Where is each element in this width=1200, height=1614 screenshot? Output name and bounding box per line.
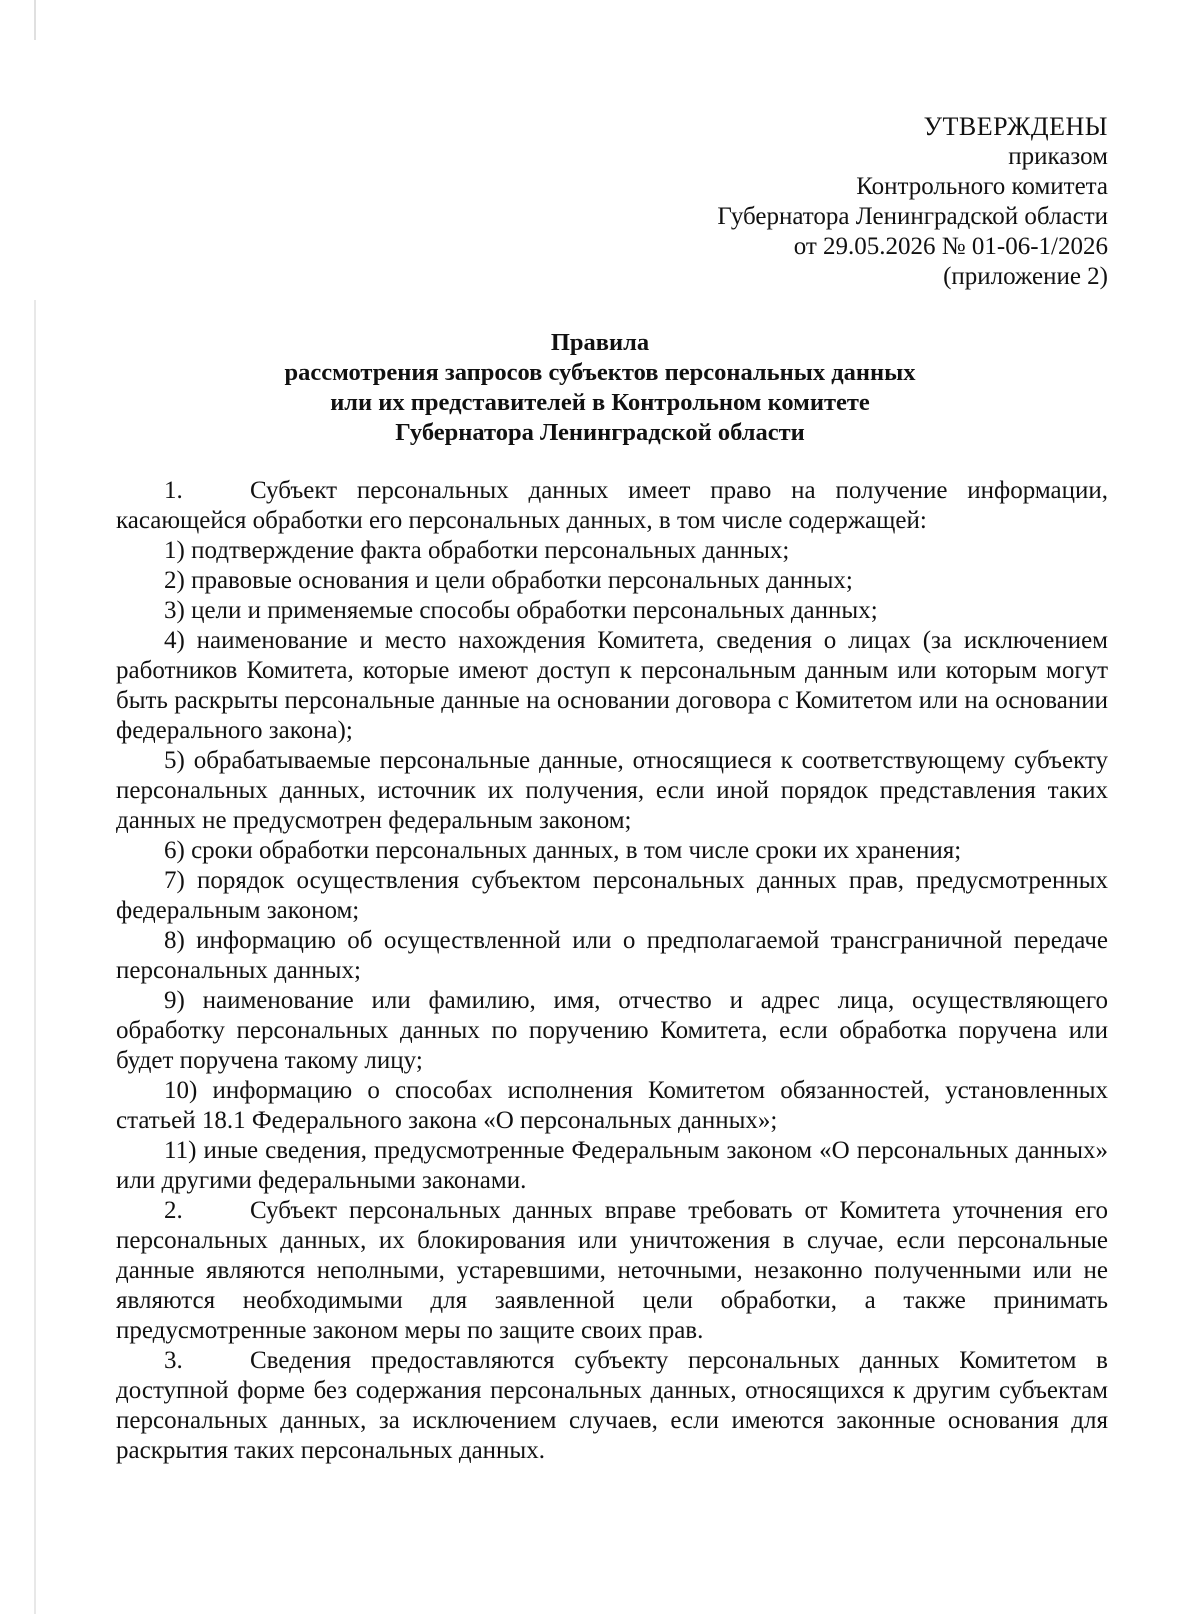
section-number: 1. [164, 477, 183, 504]
approval-line: приказом [1008, 143, 1108, 170]
approval-stamp [717, 112, 1108, 292]
approval-line: (приложение 2) [943, 263, 1108, 290]
list-item: 10) информацию о способах исполнения Комитетом обязанностей, установленных статьей 18.1 Федерального закона «О персональных данных»; [116, 1077, 1108, 1134]
list-item: 4) наименование и место нахождения Комитета, сведения о лицах (за исключением работников Комитета, которые имеют доступ к персональным данным или которым могут быть раскрыты персональные данные на основании договора с Комитетом или на основании федерального закона); [116, 627, 1108, 744]
list-item: 2) правовые основания и цели обработки персональных данных; [164, 567, 853, 594]
title-line: или их представителей в Контрольном комитете [330, 389, 870, 416]
approval-line: от 29.05.2026 № 01-06-1/2026 [793, 233, 1108, 260]
section-number: 2. [164, 1197, 183, 1224]
list-item: 5) обрабатываемые персональные данные, относящиеся к соответствующему субъекту персональных данных, источник их получения, если иной порядок представления таких данных не предусмотрен федеральным законом; [116, 747, 1108, 834]
list-item: 3) цели и применяемые способы обработки персональных данных; [164, 597, 878, 624]
title-line: рассмотрения запросов субъектов персональных данных [284, 359, 916, 386]
section-1 [116, 476, 1108, 536]
list-item: 11) иные сведения, предусмотренные Федеральным законом «О персональных данных» или другими федеральными законами. [116, 1137, 1108, 1194]
document-body [116, 476, 1108, 1466]
approval-line: Губернатора Ленинградской области [717, 203, 1108, 230]
section-text: Субъект персональных данных вправе требовать от Комитета уточнения его персональных данных, их блокирования или уничтожения в случае, если персональные данные являются неполными, устаревшими, неточными, незаконно полученными или не являются необходимыми для заявленной цели обработки, а также принимать предусмотренные законом меры по защите своих прав. [116, 1197, 1108, 1344]
section-text: Субъект персональных данных имеет право на получение информации, касающейся обработки его персональных данных, в том числе содержащей: [116, 477, 1108, 534]
section-2 [116, 1196, 1108, 1346]
title-line: Правила [550, 329, 650, 356]
section-3 [116, 1346, 1108, 1466]
list-item: 1) подтверждение факта обработки персональных данных; [164, 537, 790, 564]
list-item: 8) информацию об осуществленной или о предполагаемой трансграничной передаче персональных данных; [116, 927, 1108, 984]
scan-edge [34, 0, 36, 1614]
list-item: 7) порядок осуществления субъектом персональных данных прав, предусмотренных федеральным законом; [116, 867, 1108, 924]
approval-line: Контрольного комитета [856, 173, 1108, 200]
section-text: Сведения предоставляются субъекту персональных данных Комитетом в доступной форме без содержания персональных данных, относящихся к другим субъектам персональных данных, за исключением случаев, если имеются законные основания для раскрытия таких персональных данных. [116, 1347, 1108, 1464]
section-number: 3. [164, 1347, 183, 1374]
approval-head: УТВЕРЖДЕНЫ [923, 112, 1108, 141]
list-item: 6) сроки обработки персональных данных, в том числе сроки их хранения; [164, 837, 962, 864]
document-title [0, 328, 1200, 448]
list-item: 9) наименование или фамилию, имя, отчество и адрес лица, осуществляющего обработку персональных данных по поручению Комитета, если обработка поручена или будет поручена такому лицу; [116, 987, 1108, 1074]
title-line: Губернатора Ленинградской области [395, 419, 805, 446]
